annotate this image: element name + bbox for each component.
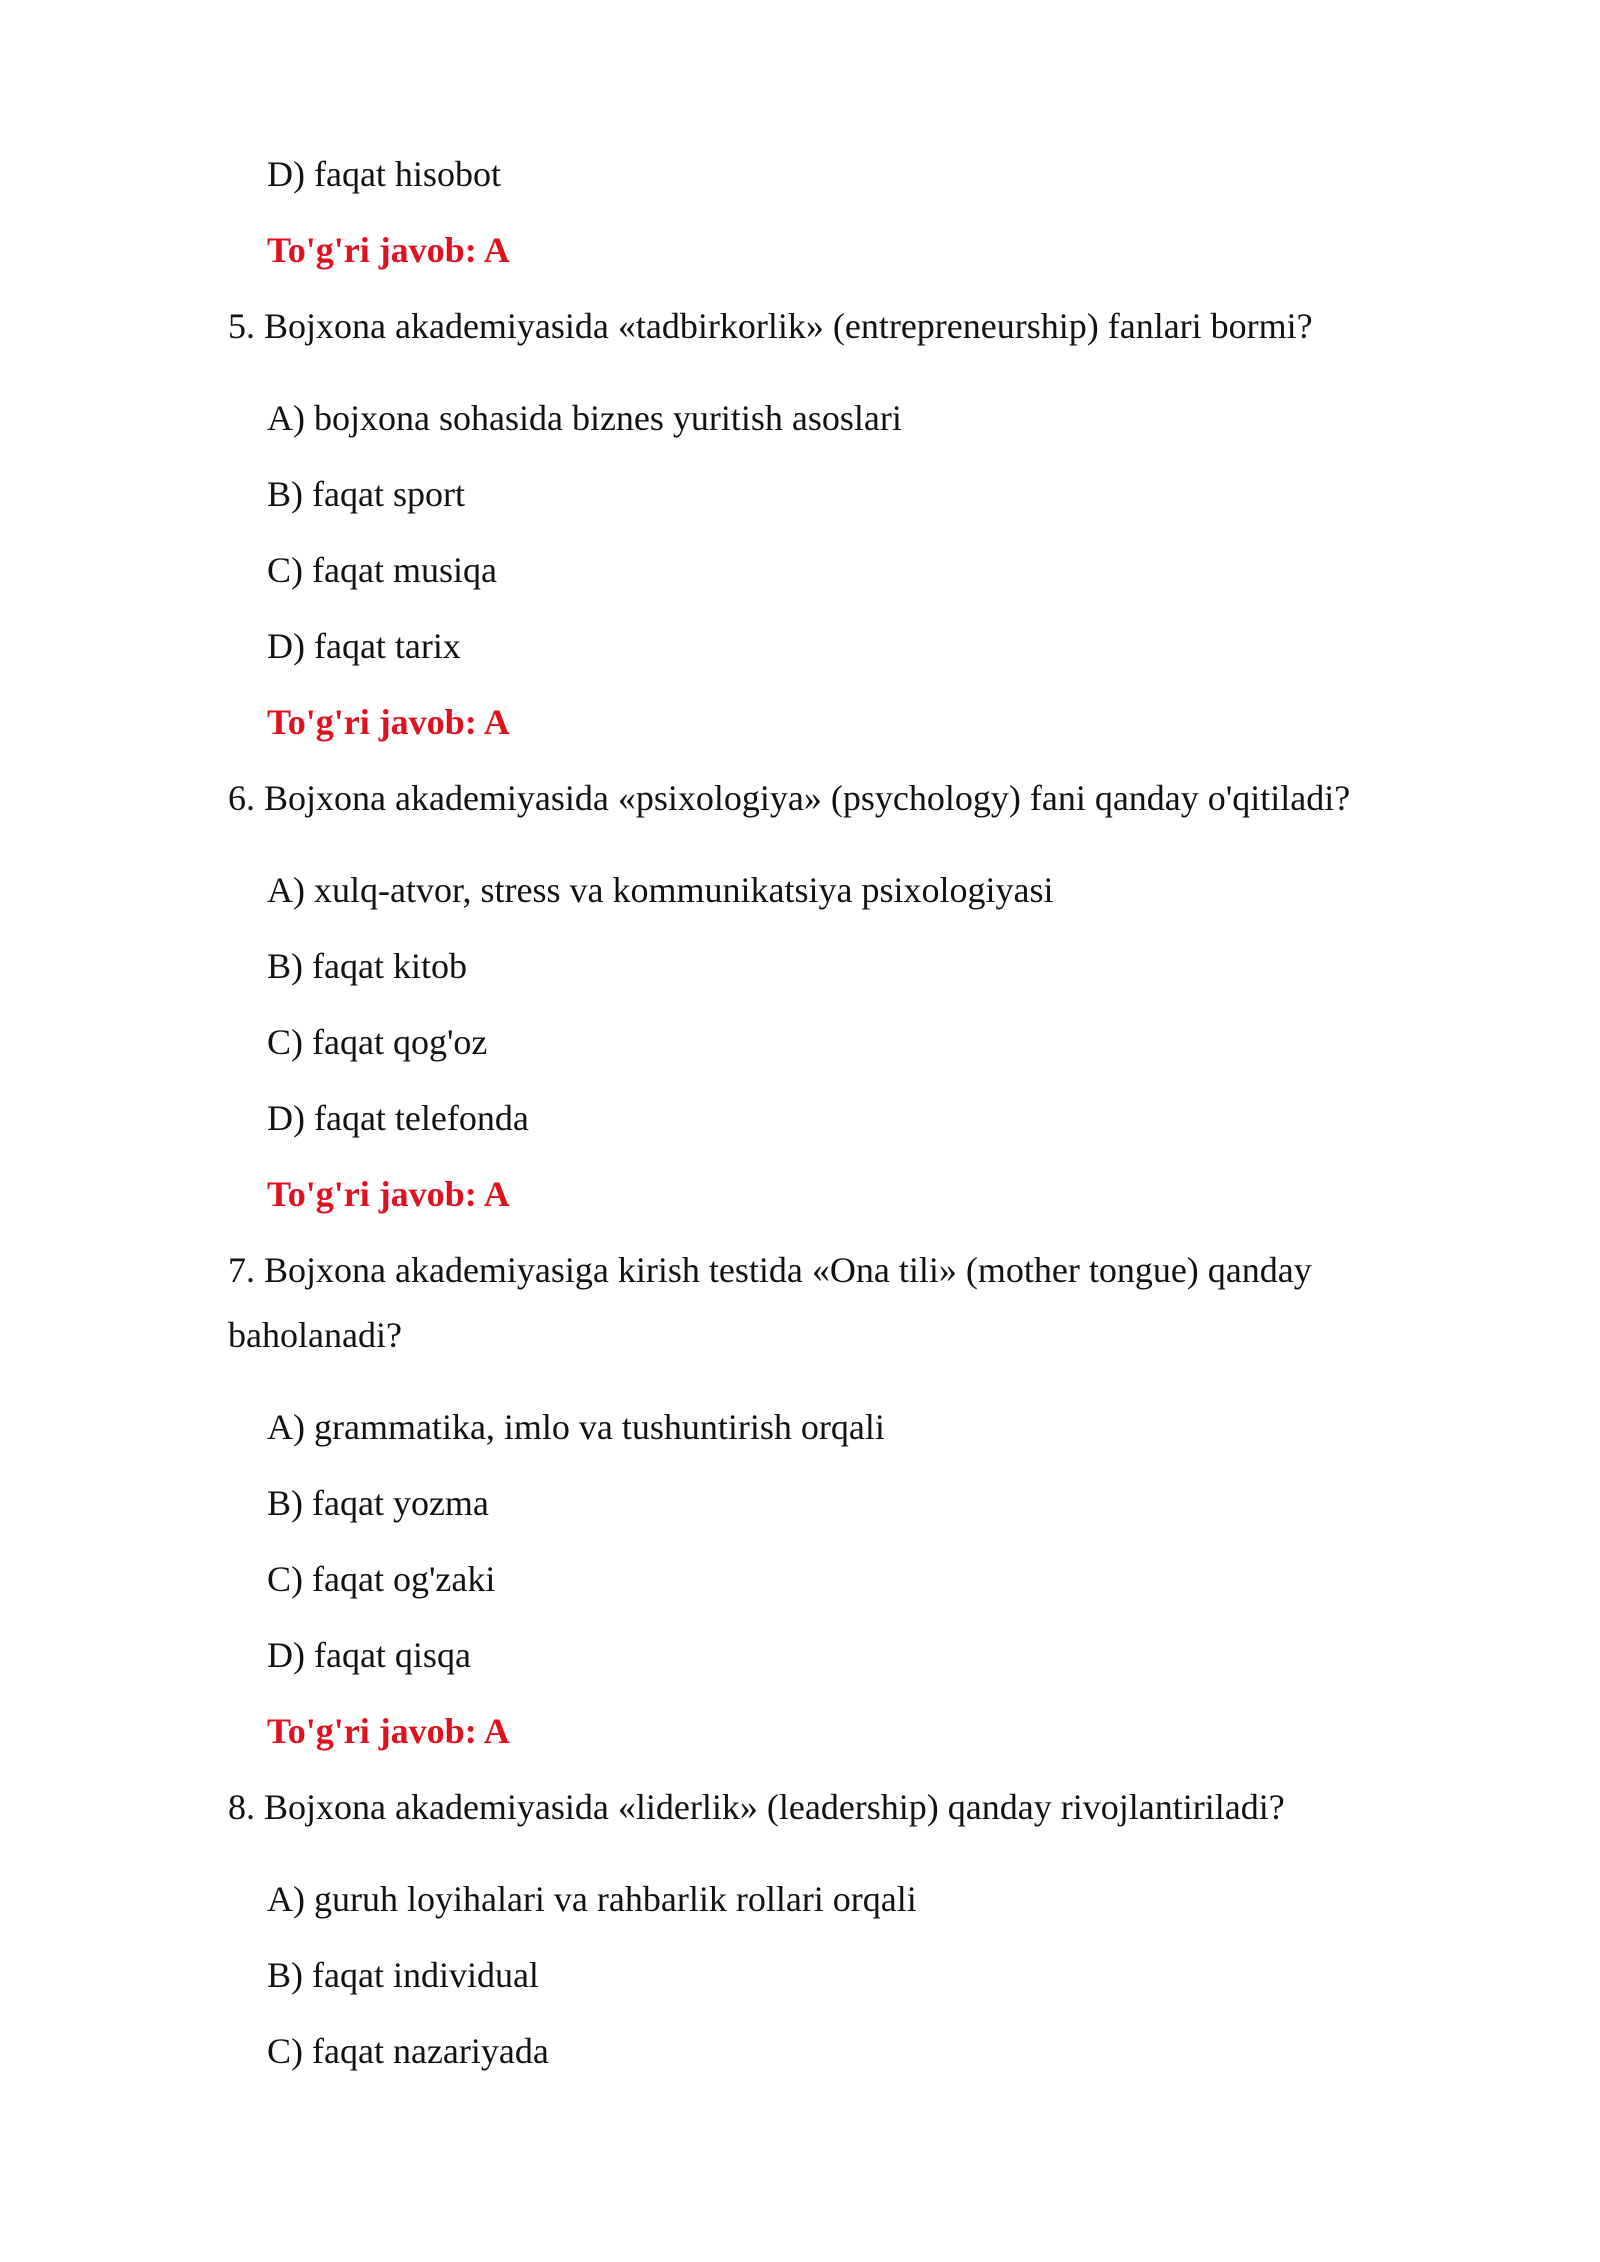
q8-option-b: B) faqat individual xyxy=(267,1955,539,1995)
q7-option-d: D) faqat qisqa xyxy=(267,1635,471,1675)
question-6: 6. Bojxona akademiyasida «psixologiya» (psychology) fani qanday o'qitiladi? xyxy=(228,778,1351,818)
q5-option-d: D) faqat tarix xyxy=(267,626,461,666)
q7-option-a: A) grammatika, imlo va tushuntirish orqali xyxy=(267,1407,885,1447)
q5-option-b: B) faqat sport xyxy=(267,474,465,514)
question-7-line-1: 7. Bojxona akademiyasiga kirish testida «Ona tili» (mother tongue) qanday xyxy=(228,1250,1312,1290)
q7-option-c: C) faqat og'zaki xyxy=(267,1559,496,1599)
q6-correct-answer: To'g'ri javob: A xyxy=(267,1174,510,1214)
question-5: 5. Bojxona akademiyasida «tadbirkorlik» (entrepreneurship) fanlari bormi? xyxy=(228,306,1313,346)
question-8: 8. Bojxona akademiyasida «liderlik» (leadership) qanday rivojlantiriladi? xyxy=(228,1787,1285,1827)
option-d-prev: D) faqat hisobot xyxy=(267,154,501,194)
q7-option-b: B) faqat yozma xyxy=(267,1483,489,1523)
q6-option-c: C) faqat qog'oz xyxy=(267,1022,488,1062)
correct-answer-prev: To'g'ri javob: A xyxy=(267,230,510,270)
q8-option-c: C) faqat nazariyada xyxy=(267,2031,549,2071)
q6-option-d: D) faqat telefonda xyxy=(267,1098,529,1138)
q7-correct-answer: To'g'ri javob: A xyxy=(267,1711,510,1751)
q5-option-a: A) bojxona sohasida biznes yuritish asoslari xyxy=(267,398,902,438)
q8-option-a: A) guruh loyihalari va rahbarlik rollari orqali xyxy=(267,1879,917,1919)
q5-option-c: C) faqat musiqa xyxy=(267,550,497,590)
q6-option-b: B) faqat kitob xyxy=(267,946,467,986)
question-7-line-2: baholanadi? xyxy=(228,1315,402,1355)
q6-option-a: A) xulq-atvor, stress va kommunikatsiya psixologiyasi xyxy=(267,870,1054,910)
q5-correct-answer: To'g'ri javob: A xyxy=(267,702,510,742)
